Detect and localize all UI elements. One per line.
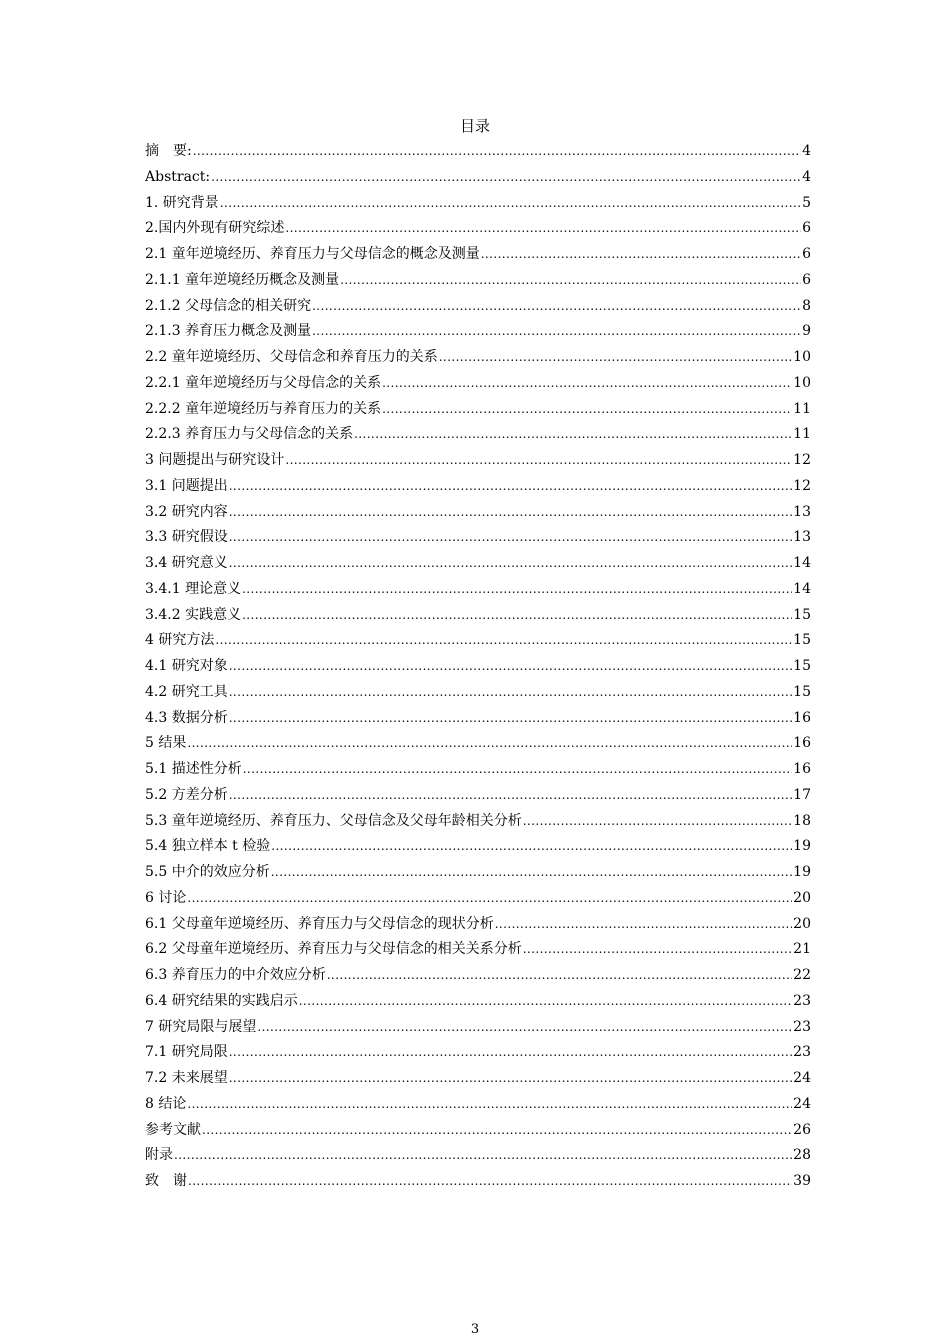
toc-entry-page: 23 <box>793 1018 811 1035</box>
toc-entry-page: 19 <box>793 864 811 880</box>
toc-dot-leader <box>220 191 801 217</box>
toc-entry-label: 2.1.1 童年逆境经历概念及测量 <box>145 271 340 288</box>
toc-entry-label: 4.1 研究对象 <box>145 658 228 674</box>
toc-dot-leader <box>382 397 792 423</box>
toc-entry-page: 19 <box>793 838 811 855</box>
toc-entry[interactable] <box>145 886 811 912</box>
toc-dot-leader <box>439 345 792 371</box>
toc-dot-leader <box>242 577 792 603</box>
toc-entry-page: 12 <box>793 452 811 468</box>
toc-entry-label: 5.2 方差分析 <box>145 786 228 803</box>
toc-entry[interactable] <box>145 1143 811 1169</box>
toc-dot-leader <box>211 165 801 191</box>
toc-entry-page: 18 <box>793 812 811 829</box>
toc-entry-label: 5.3 童年逆境经历、养育压力、父母信念及父母年龄相关分析 <box>145 812 522 829</box>
toc-dot-leader <box>229 1066 792 1092</box>
toc-dot-leader <box>312 294 801 320</box>
toc-entry-label: 7 研究局限与展望 <box>145 1018 257 1035</box>
toc-entry-page: 5 <box>802 194 811 211</box>
toc-dot-leader <box>174 1143 792 1169</box>
toc-dot-leader <box>327 963 792 989</box>
toc-dot-leader <box>271 834 792 860</box>
toc-entry-page: 14 <box>793 555 811 571</box>
toc-entry[interactable] <box>145 1015 811 1041</box>
toc-entry-label: Abstract: <box>145 168 211 185</box>
toc-dot-leader <box>242 603 792 629</box>
toc-dot-leader <box>193 139 801 165</box>
toc-entry-page: 13 <box>793 503 811 520</box>
toc-entry-label: 2.2 童年逆境经历、父母信念和养育压力的关系 <box>145 349 438 365</box>
toc-entry-label: 5.1 描述性分析 <box>145 761 242 777</box>
toc-dot-leader <box>202 1118 792 1144</box>
toc-dot-leader <box>229 706 792 732</box>
toc-entry-label: 3.3 研究假设 <box>145 529 228 546</box>
toc-dot-leader <box>187 1092 792 1118</box>
toc-dot-leader <box>229 654 792 680</box>
toc-entry[interactable] <box>145 603 811 629</box>
toc-entry[interactable] <box>145 268 811 294</box>
toc-entry-label: 2.1.3 养育压力概念及测量 <box>145 323 312 340</box>
toc-dot-leader <box>382 371 792 397</box>
toc-entry[interactable] <box>145 809 811 835</box>
toc-entry[interactable] <box>145 371 811 397</box>
toc-entry-label: 3.4 研究意义 <box>145 555 228 571</box>
toc-entry[interactable] <box>145 783 811 809</box>
page-number: 3 <box>470 1322 480 1337</box>
toc-dot-leader <box>299 989 792 1015</box>
toc-entry-page: 6 <box>802 271 811 288</box>
toc-entry-label: 6 讨论 <box>145 889 187 906</box>
toc-dot-leader <box>285 216 801 242</box>
toc-entry-label: 6.2 父母童年逆境经历、养育压力与父母信念的相关关系分析 <box>145 941 522 958</box>
toc-entry[interactable] <box>145 1066 811 1092</box>
toc-dot-leader <box>229 551 792 577</box>
toc-dot-leader <box>187 886 792 912</box>
toc-dot-leader <box>229 474 792 500</box>
toc-entry-label: 4 研究方法 <box>145 632 215 649</box>
toc-entry-label: 6.1 父母童年逆境经历、养育压力与父母信念的现状分析 <box>145 915 494 932</box>
table-of-contents <box>145 139 811 1195</box>
toc-entry-page: 6 <box>802 246 811 262</box>
toc-entry-page: 15 <box>793 683 811 700</box>
toc-entry[interactable] <box>145 1118 811 1144</box>
toc-entry-label: 2.1 童年逆境经历、养育压力与父母信念的概念及测量 <box>145 246 480 262</box>
toc-entry[interactable] <box>145 242 811 268</box>
toc-entry-label: 2.国内外现有研究综述 <box>145 220 285 237</box>
toc-entry-page: 23 <box>793 992 811 1009</box>
toc-entry[interactable] <box>145 731 811 757</box>
toc-dot-leader <box>243 757 792 783</box>
toc-dot-leader <box>229 680 792 706</box>
toc-entry[interactable] <box>145 474 811 500</box>
toc-entry-page: 39 <box>793 1173 811 1189</box>
toc-entry-page: 14 <box>793 580 811 597</box>
toc-entry[interactable] <box>145 937 811 963</box>
toc-entry-label: 3.4.1 理论意义 <box>145 580 242 597</box>
toc-dot-leader <box>354 422 792 448</box>
toc-dot-leader <box>229 525 792 551</box>
toc-entry[interactable] <box>145 963 811 989</box>
toc-entry-page: 17 <box>793 786 811 803</box>
toc-entry-label: 附录 <box>145 1147 173 1164</box>
toc-entry-page: 21 <box>793 941 811 958</box>
toc-entry-page: 10 <box>793 349 811 365</box>
toc-dot-leader <box>481 242 801 268</box>
toc-entry[interactable] <box>145 191 811 217</box>
toc-entry-page: 8 <box>802 297 811 314</box>
toc-dot-leader <box>229 500 792 526</box>
toc-entry-label: 6.4 研究结果的实践启示 <box>145 992 298 1009</box>
toc-entry-page: 4 <box>802 143 811 159</box>
toc-entry[interactable] <box>145 628 811 654</box>
toc-entry[interactable] <box>145 577 811 603</box>
toc-entry-label: 2.1.2 父母信念的相关研究 <box>145 297 312 314</box>
toc-entry-label: 摘 要: <box>145 143 192 159</box>
toc-entry[interactable] <box>145 860 811 886</box>
toc-entry-label: 7.1 研究局限 <box>145 1044 228 1061</box>
toc-dot-leader <box>340 268 801 294</box>
toc-entry-page: 16 <box>793 709 811 726</box>
toc-entry-page: 20 <box>793 915 811 932</box>
toc-entry[interactable] <box>145 1092 811 1118</box>
toc-entry[interactable] <box>145 500 811 526</box>
toc-entry[interactable] <box>145 834 811 860</box>
toc-entry-page: 12 <box>793 477 811 494</box>
toc-entry-page: 16 <box>793 761 811 777</box>
toc-entry-page: 11 <box>793 400 811 417</box>
toc-entry-label: 3.1 问题提出 <box>145 477 228 494</box>
toc-entry[interactable] <box>145 448 811 474</box>
toc-dot-leader <box>523 809 792 835</box>
toc-entry[interactable] <box>145 654 811 680</box>
toc-dot-leader <box>215 628 792 654</box>
toc-entry[interactable] <box>145 165 811 191</box>
toc-entry[interactable] <box>145 757 811 783</box>
toc-dot-leader <box>229 783 792 809</box>
toc-entry-page: 4 <box>802 168 811 185</box>
toc-entry[interactable] <box>145 525 811 551</box>
toc-entry[interactable] <box>145 319 811 345</box>
toc-entry-label: 3 问题提出与研究设计 <box>145 452 285 468</box>
toc-entry-label: 2.2.2 童年逆境经历与养育压力的关系 <box>145 400 382 417</box>
toc-entry-page: 11 <box>793 426 811 443</box>
toc-entry[interactable] <box>145 912 811 938</box>
toc-entry-page: 20 <box>793 889 811 906</box>
toc-entry-label: 4.3 数据分析 <box>145 709 228 726</box>
toc-entry-page: 28 <box>793 1147 811 1164</box>
toc-entry-page: 16 <box>793 735 811 752</box>
toc-entry-page: 24 <box>793 1095 811 1112</box>
toc-entry-label: 6.3 养育压力的中介效应分析 <box>145 967 326 983</box>
toc-entry-label: 5.4 独立样本 t 检验 <box>145 838 271 855</box>
toc-entry-label: 8 结论 <box>145 1095 187 1112</box>
toc-dot-leader <box>187 731 792 757</box>
toc-entry-label: 5 结果 <box>145 735 187 752</box>
toc-dot-leader <box>188 1169 792 1195</box>
toc-entry[interactable] <box>145 345 811 371</box>
toc-entry-label: 3.2 研究内容 <box>145 503 228 520</box>
toc-entry-page: 15 <box>793 632 811 649</box>
toc-entry-label: 致 谢 <box>145 1173 187 1189</box>
toc-entry-page: 22 <box>793 967 811 983</box>
toc-dot-leader <box>285 448 792 474</box>
toc-entry[interactable] <box>145 1169 811 1195</box>
toc-dot-leader <box>312 319 801 345</box>
toc-entry-label: 2.2.3 养育压力与父母信念的关系 <box>145 426 354 443</box>
toc-entry[interactable] <box>145 551 811 577</box>
toc-entry-page: 10 <box>793 374 811 391</box>
toc-dot-leader <box>257 1015 792 1041</box>
toc-entry-label: 参考文献 <box>145 1121 201 1138</box>
toc-entry-page: 13 <box>793 529 811 546</box>
toc-entry[interactable] <box>145 1040 811 1066</box>
toc-entry[interactable] <box>145 139 811 165</box>
toc-entry-label: 1. 研究背景 <box>145 194 219 211</box>
toc-entry-page: 15 <box>793 658 811 674</box>
toc-entry[interactable] <box>145 397 811 423</box>
toc-entry[interactable] <box>145 422 811 448</box>
toc-entry-label: 2.2.1 童年逆境经历与父母信念的关系 <box>145 374 382 391</box>
toc-entry[interactable] <box>145 989 811 1015</box>
toc-entry[interactable] <box>145 216 811 242</box>
toc-dot-leader <box>229 1040 792 1066</box>
toc-title: 目录 <box>459 117 490 135</box>
toc-entry[interactable] <box>145 294 811 320</box>
toc-entry-page: 9 <box>802 323 811 340</box>
toc-entry-page: 26 <box>793 1121 811 1138</box>
toc-entry-page: 6 <box>802 220 811 237</box>
toc-entry-label: 4.2 研究工具 <box>145 683 228 700</box>
toc-entry-label: 3.4.2 实践意义 <box>145 606 242 623</box>
toc-entry-page: 15 <box>793 606 811 623</box>
toc-entry-label: 7.2 未来展望 <box>145 1070 228 1086</box>
toc-dot-leader <box>271 860 792 886</box>
toc-dot-leader <box>523 937 792 963</box>
toc-entry-page: 24 <box>793 1070 811 1086</box>
toc-entry[interactable] <box>145 706 811 732</box>
toc-entry-label: 5.5 中介的效应分析 <box>145 864 270 880</box>
toc-dot-leader <box>495 912 792 938</box>
toc-entry-page: 23 <box>793 1044 811 1061</box>
toc-entry[interactable] <box>145 680 811 706</box>
